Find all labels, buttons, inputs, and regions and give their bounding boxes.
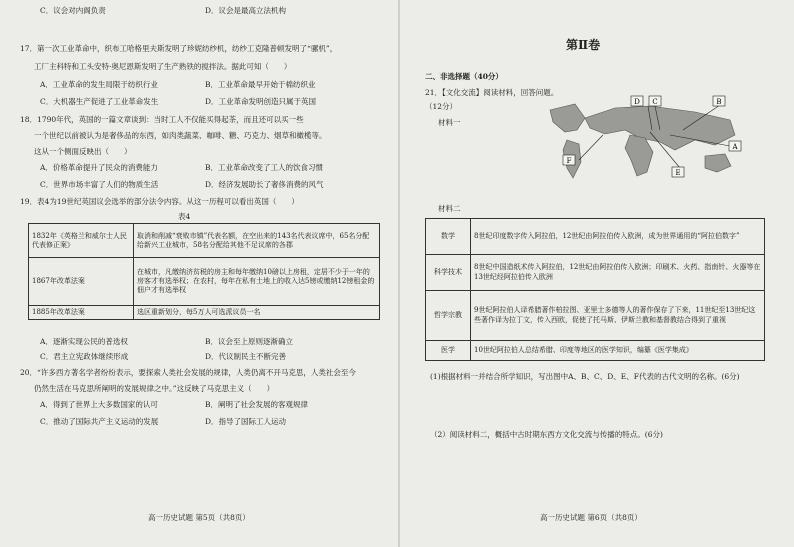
q19-option-d: D．代议制民主不断完善 [205,352,287,361]
q20-option-d: D．指导了国际工人运动 [205,417,287,426]
table-row [29,258,380,306]
q18-line2: 一个世纪以前被认为是奢侈品的东西，如肉类蔬菜、咖啡、糖、巧克力、烟草和橄榄等。 [34,131,327,140]
q18-option-b: B．工业革命改变了工人的饮食习惯 [205,163,324,172]
australia-shape [705,154,731,172]
q17-option-b: B．工业革命最早开始于棉纺织业 [205,80,316,89]
material-one-label: 材料一 [438,118,461,127]
sub-question-2: （2）阅读材料二，概括中古时期东西方文化交流与传播的特点。(6分) [430,430,663,439]
table-cell: 1832年《英格兰和威尔士人民代表修正案》 [29,224,134,258]
q19-stem: 19．表4为19世纪英国议会选举的部分法令内容。从这一历程可以看出英国（ ） [20,197,299,206]
q19-option-c: C．君主立宪政体继续形成 [40,352,129,361]
map-label-b: B [716,98,722,106]
table-cell: 1867年改革法案 [29,258,134,306]
q20-option-c: C．推动了国际共产主义运动的发展 [40,417,159,426]
section-heading: 二、非选择题（40分） [425,72,503,81]
table-cell: 1885年改革法案 [29,306,134,320]
q21-stem: 21．【文化交流】阅读材料，回答问题。 [425,88,559,97]
eurasia-shape [585,106,735,150]
table4 [28,223,380,320]
map-label-e: E [675,169,681,177]
q20-line2: 仍然生活在马克思所阐明的发展规律之中。”这反映了马克思主义（ ） [34,384,275,393]
table-cell: 科学技术 [426,255,471,291]
table-row [426,291,765,341]
q18-line1: 18．1790年代，英国的一篇文章谈到：当时工人不仅能买得起茶，而且还可以买一些 [20,115,304,124]
material-two-table [425,218,765,361]
sub-question-1: (1)根据材料一并结合所学知识，写出图中A、B、C、D、E、F代表的古代文明的名称。(6分) [430,372,740,381]
table-row [426,341,765,361]
page-fold [398,0,400,547]
section-title: 第Ⅱ卷 [566,38,601,52]
q17-option-a: A．工业革命的发生局限于纺织行业 [40,80,158,89]
q18-option-c: C．世界市场丰富了人们的物质生活 [40,180,159,189]
q19-option-a: A．逐渐实现公民的普选权 [40,337,128,346]
table-row [29,306,380,320]
option-c-16: C．议会对内阁负责 [40,6,106,15]
q20-option-a: A．得到了世界上大多数国家的认可 [40,400,158,409]
table-cell: 8世纪中国造纸术传入阿拉伯，12世纪由阿拉伯传入欧洲；印刷术、火药、指南针、火器等在13世纪经阿拉伯传入欧洲 [471,255,765,291]
africa-shape [625,135,653,176]
table-row [426,219,765,255]
table-cell: 哲学宗教 [426,291,471,341]
material-two-label: 材料二 [438,204,461,213]
q20-option-b: B．阐明了社会发展的客观规律 [205,400,309,409]
table-cell: 8世纪印度数字传入阿拉伯，12世纪由阿拉伯传入欧洲，成为世界通用的“阿拉伯数字” [471,219,765,255]
table-cell: 取消和削减“衰败市镇”代表名额，在空出来的143名代表议席中，65名分配给新兴工业城市，58名分配给其他不足议席的各郡 [134,224,380,258]
q17-line1: 17．第一次工业革命中，织布工哈格里夫斯发明了珍妮纺纱机，纺纱工克隆普顿发明了“骡机”， [20,44,338,53]
option-d-16: D．议会是最高立法机构 [205,6,287,15]
q18-option-d: D．经济发展助长了奢侈消费的风气 [205,180,324,189]
q20-line1: 20．“许多西方著名学者纷纷表示，要探索人类社会发展的规律，人类仍离不开马克思，人类社会至今 [20,368,356,377]
q19-option-b: B．议会至上原则逐渐确立 [205,337,294,346]
table-row [426,255,765,291]
map-label-f: F [566,157,572,165]
map-label-a: A [732,143,738,151]
q21-score: （12分） [425,102,458,111]
right-page-footer: 高一历史试题 第6页（共8页） [540,513,642,522]
table-cell: 数学 [426,219,471,255]
q17-option-c: C．大机器生产促进了工业革命发生 [40,97,159,106]
table-cell: 10世纪阿拉伯人总结希腊、印度等地区的医学知识，编纂《医学集成》 [471,341,765,361]
table-cell: 选区重新划分，每5万人可选派议员一名 [134,306,380,320]
q17-line2: 工厂主科特和工头安特·奥尼恩斯发明了生产熟铁的搅拌法。据此可知（ ） [34,62,292,71]
table-row [29,224,380,258]
q18-line3: 这从一个侧面反映出（ ） [34,147,132,156]
q18-option-a: A．价格革命提升了民众的消费能力 [40,163,158,172]
north-america-shape [550,104,585,132]
table-cell: 在城市，凡缴纳济贫税的房主和每年缴纳10磅以上房租，定居不少于一年的房客才有选举权；在农村，每年在私有土地上的收入达5镑或缴纳12镑租金的佃户才有选举权 [134,258,380,306]
table4-caption: 表4 [178,212,191,221]
table-cell: 医学 [426,341,471,361]
table-cell: 9世纪阿拉伯人译希腊著作柏拉图、亚里士多德等人的著作保存了下来，11世纪至13世纪这些著作译为拉丁文，传入西欧，促使了托马斯、伊斯兰教和基督教结合得到了重视 [471,291,765,341]
map-label-c: C [652,98,658,106]
world-map [545,90,745,182]
map-label-d: D [634,98,640,106]
q17-option-d: D．工业革命发明创造只属于英国 [205,97,317,106]
left-page-footer: 高一历史试题 第5页（共8页） [148,513,250,522]
